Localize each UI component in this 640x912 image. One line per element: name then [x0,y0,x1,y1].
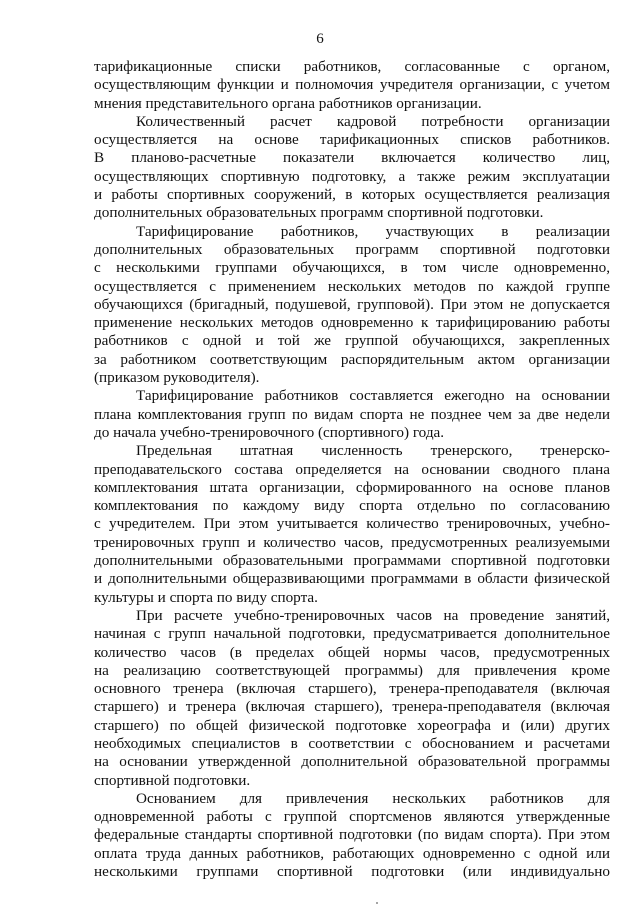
text-line: Количественный расчет кадровой потребности организации [136,112,610,130]
text-line: дополнительными образовательными программами спортивной подготовки [94,552,610,570]
text-line: оплата труда данных работников, работающих одновременно с одной или [94,844,610,862]
text-line: одновременной работы с группой спортсменов являются утвержденные [94,808,610,826]
text-line: основного тренера (включая старшего), тренера-преподавателя (включая [94,680,610,698]
text-line: При расчете учебно-тренировочных часов на проведение занятий, [136,606,610,624]
text-line: начиная с групп начальной подготовки, предусматривается дополнительное [94,625,610,643]
text-line: Тарифицирование работников составляется ежегодно на основании [136,387,610,405]
text-line: необходимых специалистов в соответствии с обоснованием и расчетами [94,734,610,752]
text-line: преподавательского состава определяется на основании сводного плана [94,460,610,478]
text-line: до начала учебно-тренировочного (спортивного) года. [94,423,445,441]
paragraph [94,58,610,113]
text-line: Основанием для привлечения нескольких работников для [136,789,610,807]
paragraph [94,790,610,881]
text-line: осуществляется на основе тарификационных списков работников. [94,131,610,149]
text-line: (приказом руководителя). [94,369,260,387]
paragraph [94,387,610,442]
text-line: комплектования штата организации, сформированного на основе планов [94,478,610,496]
text-line: плана комплектования групп по видам спорта не позднее чем за две недели [94,405,610,423]
text-line: В планово-расчетные показатели включается количество лиц, [94,149,610,167]
text-line: тарификационные списки работников, согласованные с органом, [94,58,610,75]
text-line: старшего) по общей физической подготовке хореографа и (или) других [94,716,610,734]
paragraph [94,223,610,388]
text-line: старшего) и тренера (включая старшего), тренера-преподавателя (включая [94,698,610,716]
text-line: тренировочных групп и количество часов, предусмотренных реализуемыми [94,533,610,551]
scan-artifact [376,902,378,904]
text-line: и дополнительными общеразвивающими программами в области физической [94,570,610,588]
text-line: мнения представительного органа работников организации. [94,94,482,112]
text-line: за работником соответствующим распорядительным актом организации [94,350,610,368]
text-line: на основании утвержденной дополнительной образовательной программы [94,753,610,771]
text-line: количество часов (в пределах общей нормы часов, предусмотренных [94,643,610,661]
text-line: комплектования по каждому виду спорта отдельно по согласованию [94,497,610,515]
text-line: федеральные стандарты спортивной подготовки (по видам спорта). При этом [94,826,610,844]
text-line: Тарифицирование работников, участвующих в реализации [136,222,610,240]
text-line: дополнительных образовательных программ спортивной подготовки [94,240,610,258]
paragraph [94,442,610,607]
text-line: применение нескольких методов одновременно к тарифицированию работы [94,314,610,332]
text-line: работников с одной и той же группой обучающихся, закрепленных [94,332,610,350]
text-line: на реализацию соответствующей программы) для привлечения кроме [94,661,610,679]
document-body [94,58,610,881]
text-line: Предельная штатная численность тренерского, тренерско- [136,442,610,460]
paragraph [94,607,610,790]
page-number: 6 [316,31,324,47]
paragraph [94,113,610,223]
text-line: осуществляющих спортивную подготовку, а также режим эксплуатации [94,167,610,185]
text-line: с учредителем. При этом учитывается количество тренировочных, учебно- [94,515,610,533]
text-line: обучающихся (бригадный, подушевой, групповой). При этом не допускается [94,295,610,313]
text-line: культуры и спорта по виду спорта. [94,588,318,606]
text-line: спортивной подготовки. [94,771,251,789]
text-line: с несколькими группами обучающихся, в том числе одновременно, [94,259,610,277]
text-line: дополнительных образовательных программ спортивной подготовки. [94,204,544,222]
text-line: осуществляется с применением нескольких методов по каждой группе [94,277,610,295]
text-line: осуществляющим функции и полномочия учредителя организации, с учетом [94,76,610,94]
text-line: несколькими группами спортивной подготовки (или индивидуально [94,863,610,881]
text-line: и работы спортивных сооружений, в которых осуществляется реализация [94,186,610,204]
